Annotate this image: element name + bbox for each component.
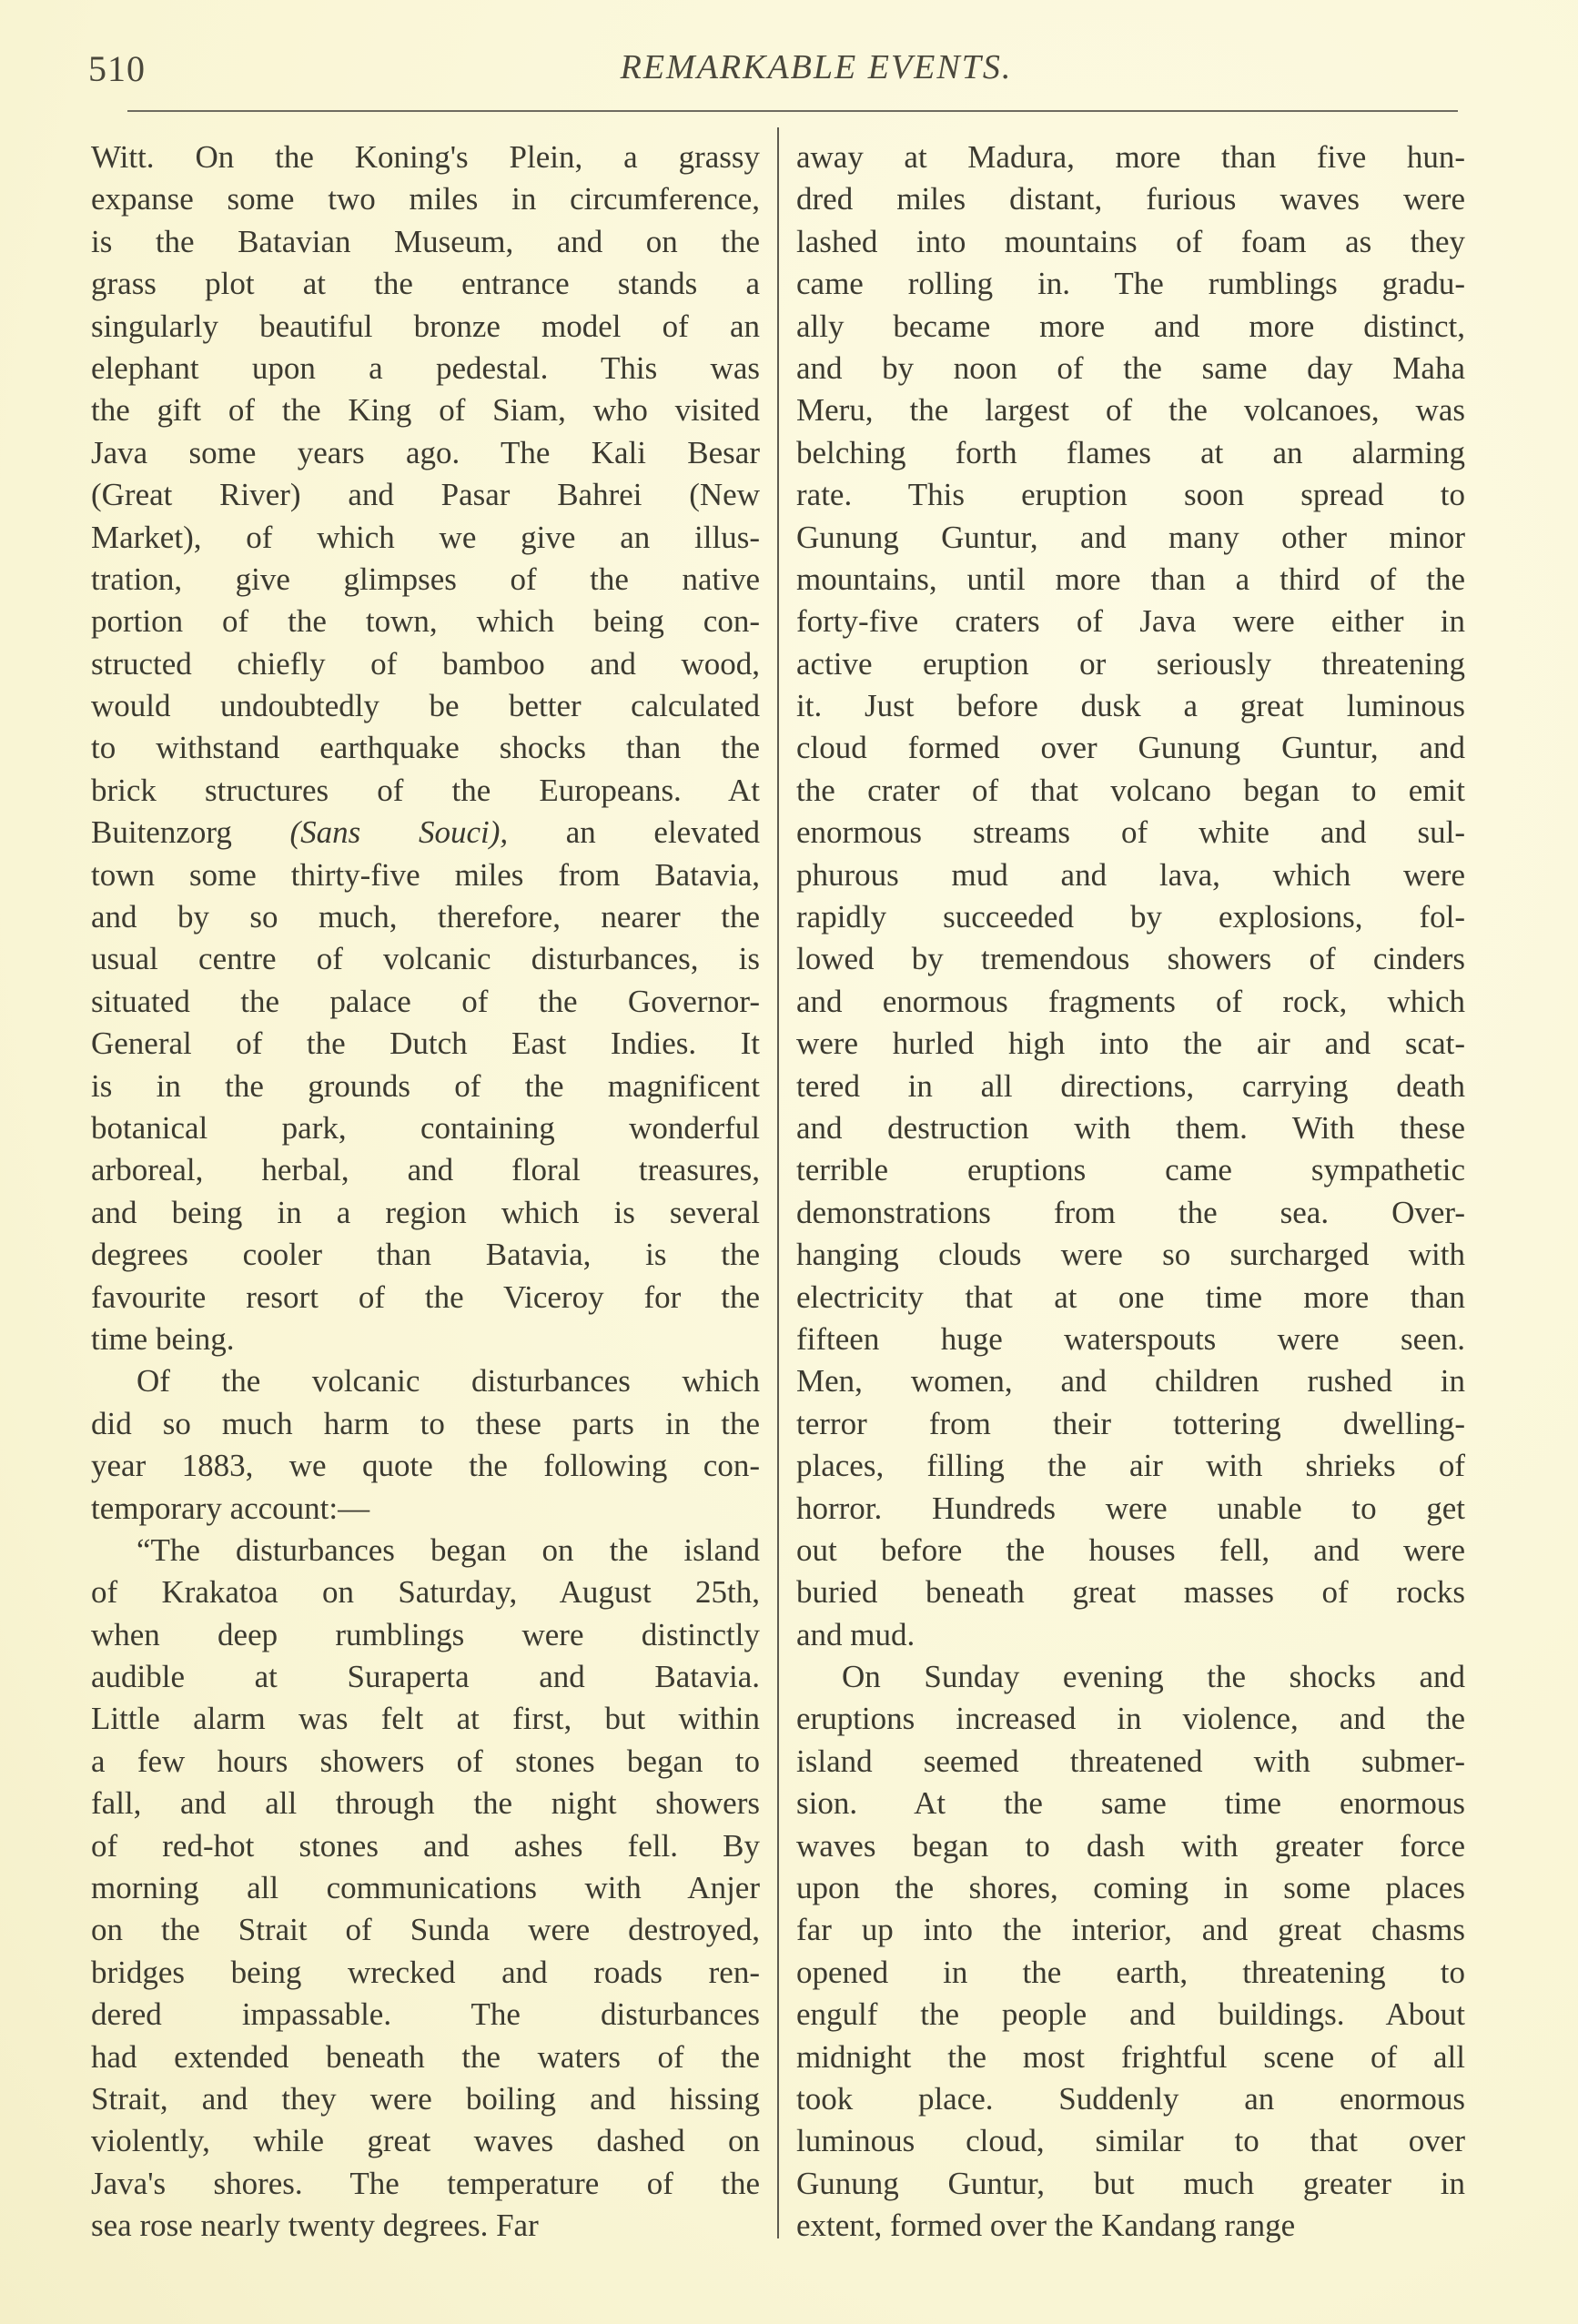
text-line: enormous streams of white and sul- xyxy=(796,814,1465,851)
text-line: degrees cooler than Batavia, is the xyxy=(91,1237,760,1273)
text-line: (Great River) and Pasar Bahrei (New xyxy=(91,477,760,513)
text-line: the gift of the King of Siam, who visited xyxy=(91,392,760,429)
column-divider xyxy=(777,127,779,2238)
text-line: a few hours showers of stones began to xyxy=(91,1743,760,1779)
right-column xyxy=(796,136,1465,2248)
text-line: forty-five craters of Java were either in xyxy=(796,603,1465,640)
text-line: fall, and all through the night showers xyxy=(91,1785,760,1822)
text-line: Java's shores. The temperature of the xyxy=(91,2165,760,2201)
text-line: Gunung Guntur, but much greater in xyxy=(796,2165,1465,2201)
text-line: away at Madura, more than five hun- xyxy=(796,139,1465,175)
text-line: mountains, until more than a third of the xyxy=(796,561,1465,597)
text-line: usual centre of volcanic disturbances, is xyxy=(91,941,760,977)
text-line: arboreal, herbal, and floral treasures, xyxy=(91,1152,760,1188)
text-line: island seemed threatened with submer- xyxy=(796,1743,1465,1779)
text-line: places, filling the air with shrieks of xyxy=(796,1448,1465,1484)
text-line: electricity that at one time more than xyxy=(796,1278,1465,1315)
text-line: portion of the town, which being con- xyxy=(91,603,760,640)
page-number: 510 xyxy=(88,48,146,89)
text-line: is the Batavian Museum, and on the xyxy=(91,223,760,259)
text-line: and being in a region which is several xyxy=(91,1194,760,1230)
text-line: terrible eruptions came sympathetic xyxy=(796,1152,1465,1188)
text-line: morning all communications with Anjer xyxy=(91,1870,760,1906)
text-line: belching forth flames at an alarming xyxy=(796,434,1465,470)
text-line: sion. At the same time enormous xyxy=(796,1785,1465,1822)
text-fragment: an elevated xyxy=(565,814,761,851)
text-line: and enormous fragments of rock, which xyxy=(796,983,1465,1019)
text-line: would undoubtedly be better calculated xyxy=(91,688,760,724)
text-line: Men, women, and children rushed in xyxy=(796,1363,1465,1399)
text-line: time being. xyxy=(91,1320,235,1357)
text-line: opened in the earth, threatening to xyxy=(796,1954,1465,1990)
text-line: bridges being wrecked and roads ren- xyxy=(91,1954,760,1990)
text-line: terror from their tottering dwelling- xyxy=(796,1405,1465,1441)
header-rule xyxy=(127,110,1458,112)
text-line: botanical park, containing wonderful xyxy=(91,1109,760,1146)
text-line: of Krakatoa on Saturday, August 25th, xyxy=(91,1574,760,1611)
text-line: Of the volcanic disturbances which xyxy=(137,1363,760,1399)
text-line: upon the shores, coming in some places xyxy=(796,1870,1465,1906)
text-line: of red-hot stones and ashes fell. By xyxy=(91,1827,760,1864)
text-line: town some thirty-five miles from Batavia, xyxy=(91,856,760,893)
text-line: the crater of that volcano began to emit xyxy=(796,772,1465,808)
text-line: “The disturbances began on the island xyxy=(137,1531,760,1568)
text-line: were hurled high into the air and scat- xyxy=(796,1026,1465,1062)
text-line xyxy=(91,812,760,854)
text-line: structed chiefly of bamboo and wood, xyxy=(91,645,760,682)
text-line: dered impassable. The disturbances xyxy=(91,1996,760,2033)
text-line: far up into the interior, and great chasms xyxy=(796,1912,1465,1948)
text-line: expanse some two miles in circumference, xyxy=(91,181,760,217)
text-line: phurous mud and lava, which were xyxy=(796,856,1465,893)
text-line: Strait, and they were boiling and hissing xyxy=(91,2080,760,2117)
text-line: lashed into mountains of foam as they xyxy=(796,223,1465,259)
text-line: dred miles distant, furious waves were xyxy=(796,181,1465,217)
text-line: Little alarm was felt at first, but within xyxy=(91,1701,760,1737)
text-line: General of the Dutch East Indies. It xyxy=(91,1026,760,1062)
text-line: favourite resort of the Viceroy for the xyxy=(91,1278,760,1315)
text-line: when deep rumblings were distinctly xyxy=(91,1616,760,1652)
running-title: REMARKABLE EVENTS. xyxy=(620,48,1013,86)
left-column xyxy=(91,136,760,2248)
text-line: fifteen huge waterspouts were seen. xyxy=(796,1320,1465,1357)
text-line: situated the palace of the Governor- xyxy=(91,983,760,1019)
text-line: and mud. xyxy=(796,1616,915,1652)
text-line: grass plot at the entrance stands a xyxy=(91,266,760,302)
text-line: luminous cloud, similar to that over xyxy=(796,2123,1465,2159)
text-line: tration, give glimpses of the native xyxy=(91,561,760,597)
text-line: is in the grounds of the magnificent xyxy=(91,1067,760,1104)
text-line: temporary account:— xyxy=(91,1490,370,1526)
text-line: buried beneath great masses of rocks xyxy=(796,1574,1465,1611)
text-line: active eruption or seriously threatening xyxy=(796,645,1465,682)
text-line: lowed by tremendous showers of cinders xyxy=(796,941,1465,977)
text-line: out before the houses fell, and were xyxy=(796,1531,1465,1568)
text-line: violently, while great waves dashed on xyxy=(91,2123,760,2159)
text-line: extent, formed over the Kandang range xyxy=(796,2208,1296,2244)
text-fragment: Buitenzorg xyxy=(91,814,232,851)
text-line: brick structures of the Europeans. At xyxy=(91,772,760,808)
text-line: singularly beautiful bronze model of an xyxy=(91,308,760,344)
text-line: Gunung Guntur, and many other minor xyxy=(796,519,1465,555)
text-line: demonstrations from the sea. Over- xyxy=(796,1194,1465,1230)
text-line: had extended beneath the waters of the xyxy=(91,2038,760,2075)
text-line: ally became more and more distinct, xyxy=(796,308,1465,344)
text-line: and by noon of the same day Maha xyxy=(796,349,1465,386)
text-line: hanging clouds were so surcharged with xyxy=(796,1237,1465,1273)
text-line: took place. Suddenly an enormous xyxy=(796,2080,1465,2117)
text-line: rapidly succeeded by explosions, fol- xyxy=(796,899,1465,935)
text-line: waves began to dash with greater force xyxy=(796,1827,1465,1864)
text-line: did so much harm to these parts in the xyxy=(91,1405,760,1441)
text-line: came rolling in. The rumblings gradu- xyxy=(796,266,1465,302)
text-line: year 1883, we quote the following con- xyxy=(91,1448,760,1484)
text-line: sea rose nearly twenty degrees. Far xyxy=(91,2208,539,2244)
text-line: and destruction with them. With these xyxy=(796,1109,1465,1146)
text-line: Java some years ago. The Kali Besar xyxy=(91,434,760,470)
text-line: On Sunday evening the shocks and xyxy=(842,1659,1465,1695)
text-line: on the Strait of Sunda were destroyed, xyxy=(91,1912,760,1948)
text-line: elephant upon a pedestal. This was xyxy=(91,349,760,386)
text-line: horror. Hundreds were unable to get xyxy=(796,1490,1465,1526)
text-line: Market), of which we give an illus- xyxy=(91,519,760,555)
text-line: engulf the people and buildings. About xyxy=(796,1996,1465,2033)
text-line: Witt. On the Koning's Plein, a grassy xyxy=(91,139,760,175)
text-line: audible at Suraperta and Batavia. xyxy=(91,1659,760,1695)
text-line: eruptions increased in violence, and the xyxy=(796,1701,1465,1737)
text-line: it. Just before dusk a great luminous xyxy=(796,688,1465,724)
text-line: Meru, the largest of the volcanoes, was xyxy=(796,392,1465,429)
text-line: rate. This eruption soon spread to xyxy=(796,477,1465,513)
text-line: tered in all directions, carrying death xyxy=(796,1067,1465,1104)
text-line: midnight the most frightful scene of all xyxy=(796,2038,1465,2075)
italic-phrase: (Sans Souci), xyxy=(289,814,509,851)
text-line: cloud formed over Gunung Guntur, and xyxy=(796,730,1465,766)
text-line: to withstand earthquake shocks than the xyxy=(91,730,760,766)
text-line: and by so much, therefore, nearer the xyxy=(91,899,760,935)
